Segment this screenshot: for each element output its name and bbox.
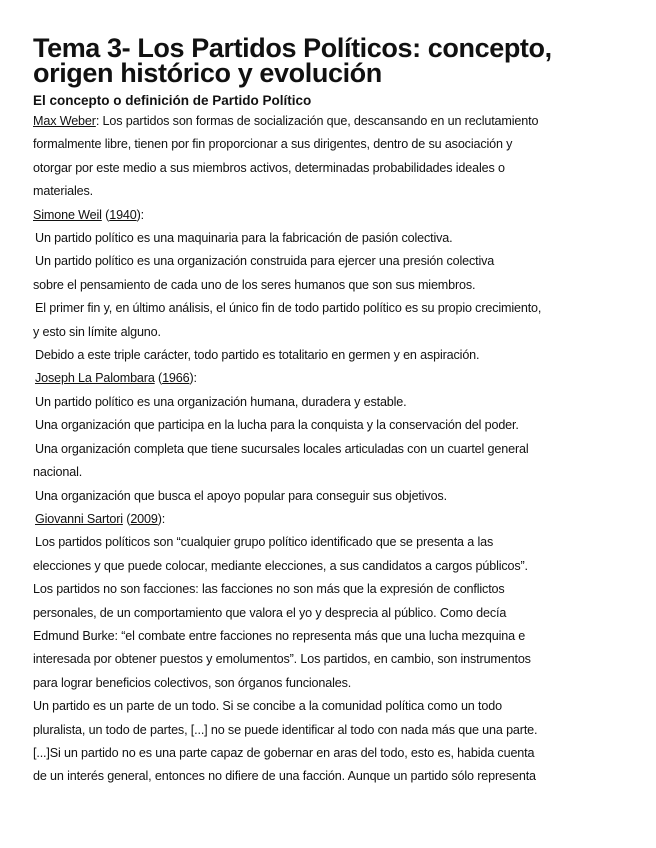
paragraph-line: Una organización completa que tiene sucursales locales articuladas con un cuartel general — [35, 441, 529, 456]
lapalombara-section — [33, 367, 633, 507]
page-title — [33, 33, 633, 88]
paragraph-line: materiales. — [33, 184, 93, 199]
paragraph-line: Los partidos no son facciones: las facciones no son más que la expresión de conflictos — [33, 582, 505, 597]
section-heading: El concepto o definición de Partido Político — [33, 93, 312, 108]
paragraph-line: y esto sin límite alguno. — [33, 324, 161, 339]
paragraph-line: Un partido es un parte de un todo. Si se concibe a la comunidad política como un todo — [33, 699, 502, 714]
document-page — [33, 33, 633, 789]
weil-section — [33, 204, 633, 368]
weber-section — [33, 110, 633, 204]
author-name: Max Weber — [33, 114, 96, 128]
author-heading: Giovanni Sartori (2009): — [35, 511, 166, 526]
paragraph-line: pluralista, un todo de partes, [...] no se puede identificar al todo con nada más que una parte. — [33, 722, 538, 737]
paragraph-line: Un partido político es una organización construida para ejercer una presión colectiva — [35, 254, 495, 269]
paragraph-line: nacional. — [33, 465, 83, 480]
paragraph-line: Max Weber: Los partidos son formas de socialización que, descansando en un reclutamiento — [33, 114, 539, 128]
author-year: 1966 — [162, 371, 190, 386]
paragraph-line: Los partidos políticos son “cualquier grupo político identificado que se presenta a las — [35, 535, 494, 550]
author-year: 1940 — [109, 207, 137, 222]
paragraph-line: para lograr beneficios colectivos, son órganos funcionales. — [33, 675, 352, 690]
author-name: Simone Weil — [33, 207, 102, 222]
paragraph-line: Un partido político es una organización humana, duradera y estable. — [35, 394, 407, 409]
author-year: 2009 — [130, 511, 158, 526]
paragraph-line: formalmente libre, tienen por fin proporcionar a sus dirigentes, dentro de su asociación y — [33, 137, 513, 152]
paragraph-line: Una organización que busca el apoyo popular para conseguir sus objetivos. — [35, 488, 447, 503]
paragraph-line: Un partido político es una maquinaria para la fabricación de pasión colectiva. — [35, 231, 453, 246]
paragraph-line: Edmund Burke: “el combate entre facciones no representa más que una lucha mezquina e — [33, 628, 526, 643]
paragraph-line: El primer fin y, en último análisis, el único fin de todo partido político es su propio crecimiento, — [35, 301, 542, 316]
paragraph-line: sobre el pensamiento de cada uno de los seres humanos que son sus miembros. — [33, 277, 476, 292]
sartori-section — [33, 508, 633, 789]
paragraph-line: de un interés general, entonces no difiere de una facción. Aunque un partido sólo representa — [33, 769, 536, 784]
paragraph-line: elecciones y que puede colocar, mediante elecciones, a sus candidatos a cargos públicos”. — [33, 558, 528, 573]
paragraph-line: personales, de un comportamiento que valora el yo y desprecia al público. Como decía — [33, 605, 507, 620]
paragraph-line: Una organización que participa en la lucha para la conquista y la conservación del poder. — [35, 418, 519, 433]
title-line-1: Tema 3- Los Partidos Políticos: concepto, — [33, 33, 552, 63]
paragraph-line: otorgar por este medio a sus miembros activos, determinadas probabilidades ideales o — [33, 160, 505, 175]
author-name: Joseph La Palombara — [35, 371, 155, 386]
author-name: Giovanni Sartori — [35, 511, 123, 526]
author-heading: Simone Weil (1940): — [33, 207, 145, 222]
paragraph-line: Debido a este triple carácter, todo partido es totalitario en germen y en aspiración. — [35, 348, 480, 363]
paragraph-line: [...]Si un partido no es una parte capaz de gobernar en aras del todo, esto es, habida cuenta — [33, 745, 535, 760]
title-line-2: origen histórico y evolución — [33, 58, 382, 88]
paragraph-line: interesada por obtener puestos y emolumentos”. Los partidos, en cambio, son instrumentos — [33, 652, 531, 667]
author-heading: Joseph La Palombara (1966): — [35, 371, 197, 386]
